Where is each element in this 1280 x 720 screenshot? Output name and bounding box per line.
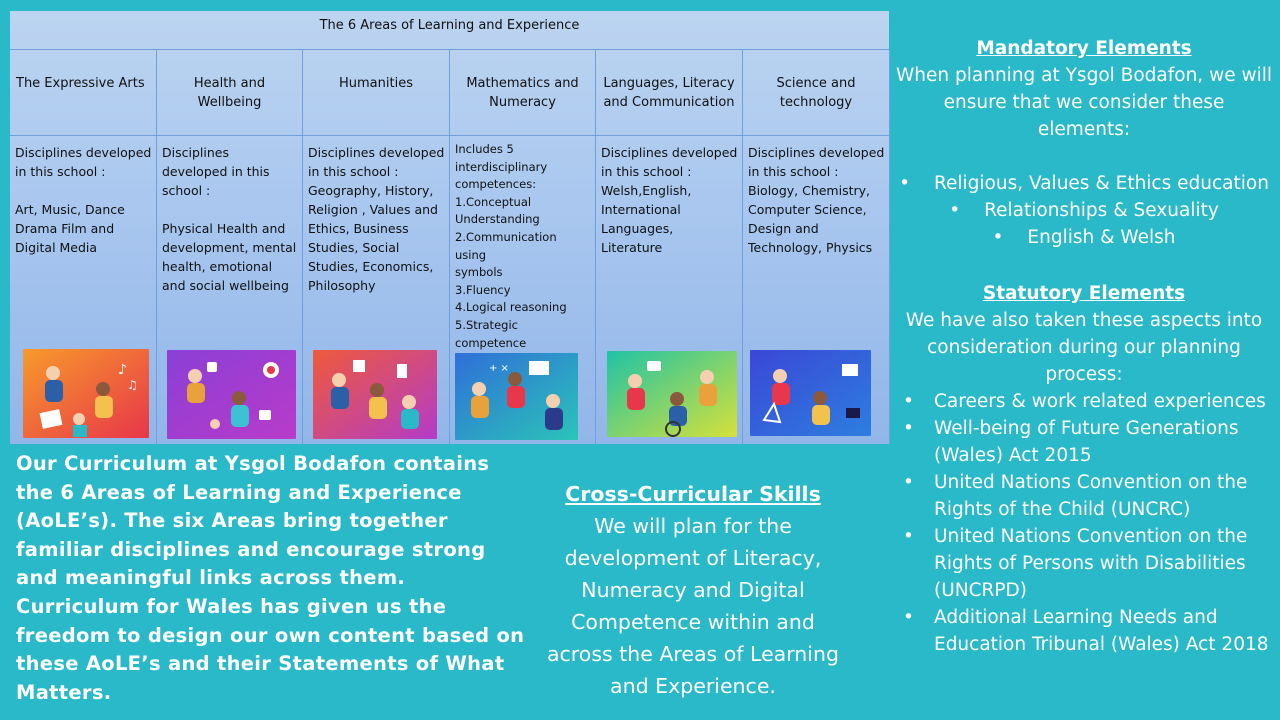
column-header: Science and technology [743, 50, 889, 136]
column-header: Languages, Literacy and Communication [596, 50, 742, 136]
column-body: Disciplines developed in this school : Biology, Chemistry, Computer Science, Design and Technology, Physics [748, 145, 885, 255]
languages-illustration [607, 351, 737, 437]
list-item: • United Nations Convention on the Rights of Persons with Disabilities (UNCRPD) [902, 523, 1272, 604]
svg-text:♪: ♪ [118, 362, 127, 378]
mandatory-intro: When planning at Ysgol Bodafon, we will ensure that we consider these elements: [896, 65, 1273, 140]
list-item: • United Nations Convention on the Rights of the Child (UNCRC) [902, 469, 1272, 523]
list-item: • English & Welsh [896, 224, 1272, 251]
mathematics-illustration [455, 353, 578, 440]
science-illustration [750, 350, 871, 436]
humanities-illustration [313, 350, 437, 439]
list-item: • Careers & work related experiences [902, 388, 1272, 415]
mandatory-elements-section [896, 35, 1272, 251]
aole-table-title: The 6 Areas of Learning and Experience [10, 11, 889, 50]
curriculum-statement: Our Curriculum at Ysgol Bodafon contains the 6 Areas of Learning and Experience (AoLE’s). The six Areas bring together familiar disciplines and encourage strong and meaningful links across them. Curriculum for Wales has given us the freedom to design our own content based on these AoLE’s and their Statements of What Matters. [16, 452, 525, 704]
cross-curricular-heading: Cross-Curricular Skills [565, 482, 821, 506]
statutory-intro: We have also taken these aspects into consideration during our planning process: [905, 310, 1263, 385]
mandatory-list [896, 170, 1272, 251]
statutory-elements-section [896, 280, 1272, 658]
column-body: Includes 5 interdisciplinary competences: 1.Conceptual Understanding 2.Communication using symbols 3.Fluency 4.Logical reasoning 5.Strategic competence [455, 142, 567, 350]
column-header: Humanities [303, 50, 449, 136]
aole-table [10, 11, 889, 444]
column-header: The Expressive Arts [10, 50, 156, 136]
column-header: Mathematics and Numeracy [450, 50, 595, 136]
list-item: • Religious, Values & Ethics education [896, 170, 1272, 197]
mandatory-heading: Mandatory Elements [976, 38, 1192, 59]
statutory-heading: Statutory Elements [982, 283, 1186, 304]
column-body: Disciplines developed in this school : Welsh,English, International Languages, Literature [601, 145, 738, 255]
column-header: Health and Wellbeing [157, 50, 302, 136]
list-item: • Additional Learning Needs and Education Tribunal (Wales) Act 2018 [902, 604, 1272, 658]
statutory-list [902, 388, 1272, 658]
list-item: • Relationships & Sexuality [896, 197, 1272, 224]
cross-curricular-body: We will plan for the development of Literacy, Numeracy and Digital Competence within and across the Areas of Learning and Experience. [546, 514, 840, 698]
health-wellbeing-illustration [167, 350, 296, 439]
list-item: • Well-being of Future Generations (Wales) Act 2015 [902, 415, 1272, 469]
column-body: Disciplines developed in this school : Art, Music, Dance Drama Film and Digital Media [15, 145, 152, 255]
svg-text:♫: ♫ [127, 378, 138, 392]
svg-text:+ ×: + × [489, 363, 509, 374]
cross-curricular-section [545, 478, 841, 702]
column-body: Disciplines developed in this school : Geography, History, Religion , Values and Ethics, Business Studies, Social Studies, Economics, Philosophy [308, 145, 445, 293]
column-body: Disciplines developed in this school : Physical Health and development, mental health, emotional and social wellbeing [162, 145, 297, 293]
expressive-arts-illustration [23, 349, 149, 438]
